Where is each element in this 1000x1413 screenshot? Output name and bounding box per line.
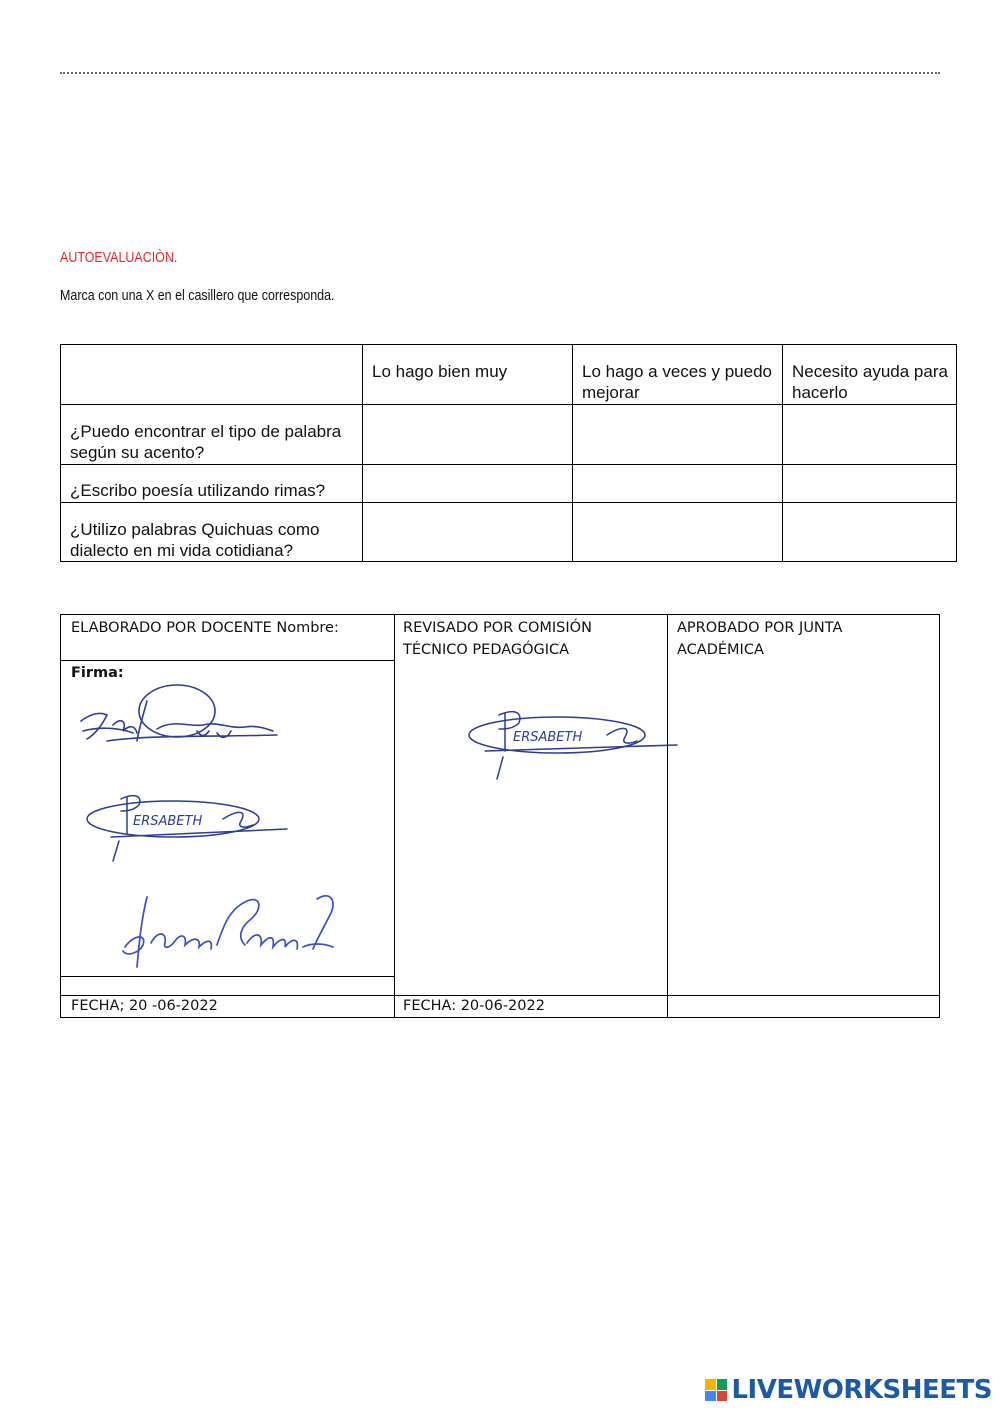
answer-box[interactable] — [363, 405, 573, 465]
answer-box[interactable] — [573, 503, 783, 562]
answer-box[interactable] — [573, 405, 783, 465]
answer-box[interactable] — [363, 503, 573, 562]
signature-image — [465, 697, 681, 783]
dotted-separator — [60, 72, 940, 74]
table-row — [61, 503, 957, 562]
liveworksheets-logo-icon — [705, 1379, 727, 1401]
header-cell-a-veces: Lo hago a veces y puedo mejorar — [573, 345, 783, 405]
column-divider — [667, 615, 668, 1018]
elaborado-label: ELABORADO POR DOCENTE Nombre: — [71, 620, 339, 636]
header-cell-necesito-ayuda: Necesito ayuda para hacerlo — [783, 345, 957, 405]
instruction-text: Marca con una X en el casillero que corresponda. — [60, 288, 335, 304]
answer-box[interactable] — [783, 503, 957, 562]
header-cell-lo-hago-bien: Lo hago bien muy — [363, 345, 573, 405]
question-cell: ¿Utilizo palabras Quichuas como dialecto en mi vida cotidiana? — [61, 503, 363, 562]
header-cell-empty — [61, 345, 363, 405]
brand-logo — [705, 1375, 992, 1405]
signature-image — [117, 887, 357, 975]
question-cell: ¿Puedo encontrar el tipo de palabra según su acento? — [61, 405, 363, 465]
revisado-label: REVISADO POR COMISIÓN TÉCNICO PEDAGÓGICA — [403, 620, 592, 658]
answer-box[interactable] — [363, 465, 573, 503]
section-title: AUTOEVALUACIÒN. — [60, 250, 178, 266]
self-evaluation-table — [60, 344, 957, 562]
row-divider — [61, 660, 394, 661]
firma-label: Firma: — [71, 665, 124, 681]
table-header-row — [61, 345, 957, 405]
table-row — [61, 465, 957, 503]
brand-name: LIVEWORKSHEETS — [731, 1375, 992, 1405]
fecha-elaborado: FECHA; 20 -06-2022 — [71, 998, 218, 1014]
answer-box[interactable] — [783, 465, 957, 503]
row-divider — [61, 976, 394, 977]
question-cell: ¿Escribo poesía utilizando rimas? — [61, 465, 363, 503]
signature-image — [81, 771, 291, 867]
table-row — [61, 405, 957, 465]
fecha-revisado: FECHA: 20-06-2022 — [403, 998, 545, 1014]
signature-text: ERSABETH — [133, 814, 203, 829]
answer-box[interactable] — [783, 405, 957, 465]
column-divider — [394, 615, 395, 1018]
signature-text: ERSABETH — [513, 730, 583, 745]
aprobado-label: APROBADO POR JUNTA ACADÉMICA — [677, 620, 843, 658]
approvals-table — [60, 614, 940, 1018]
answer-box[interactable] — [573, 465, 783, 503]
signature-image — [77, 681, 282, 753]
